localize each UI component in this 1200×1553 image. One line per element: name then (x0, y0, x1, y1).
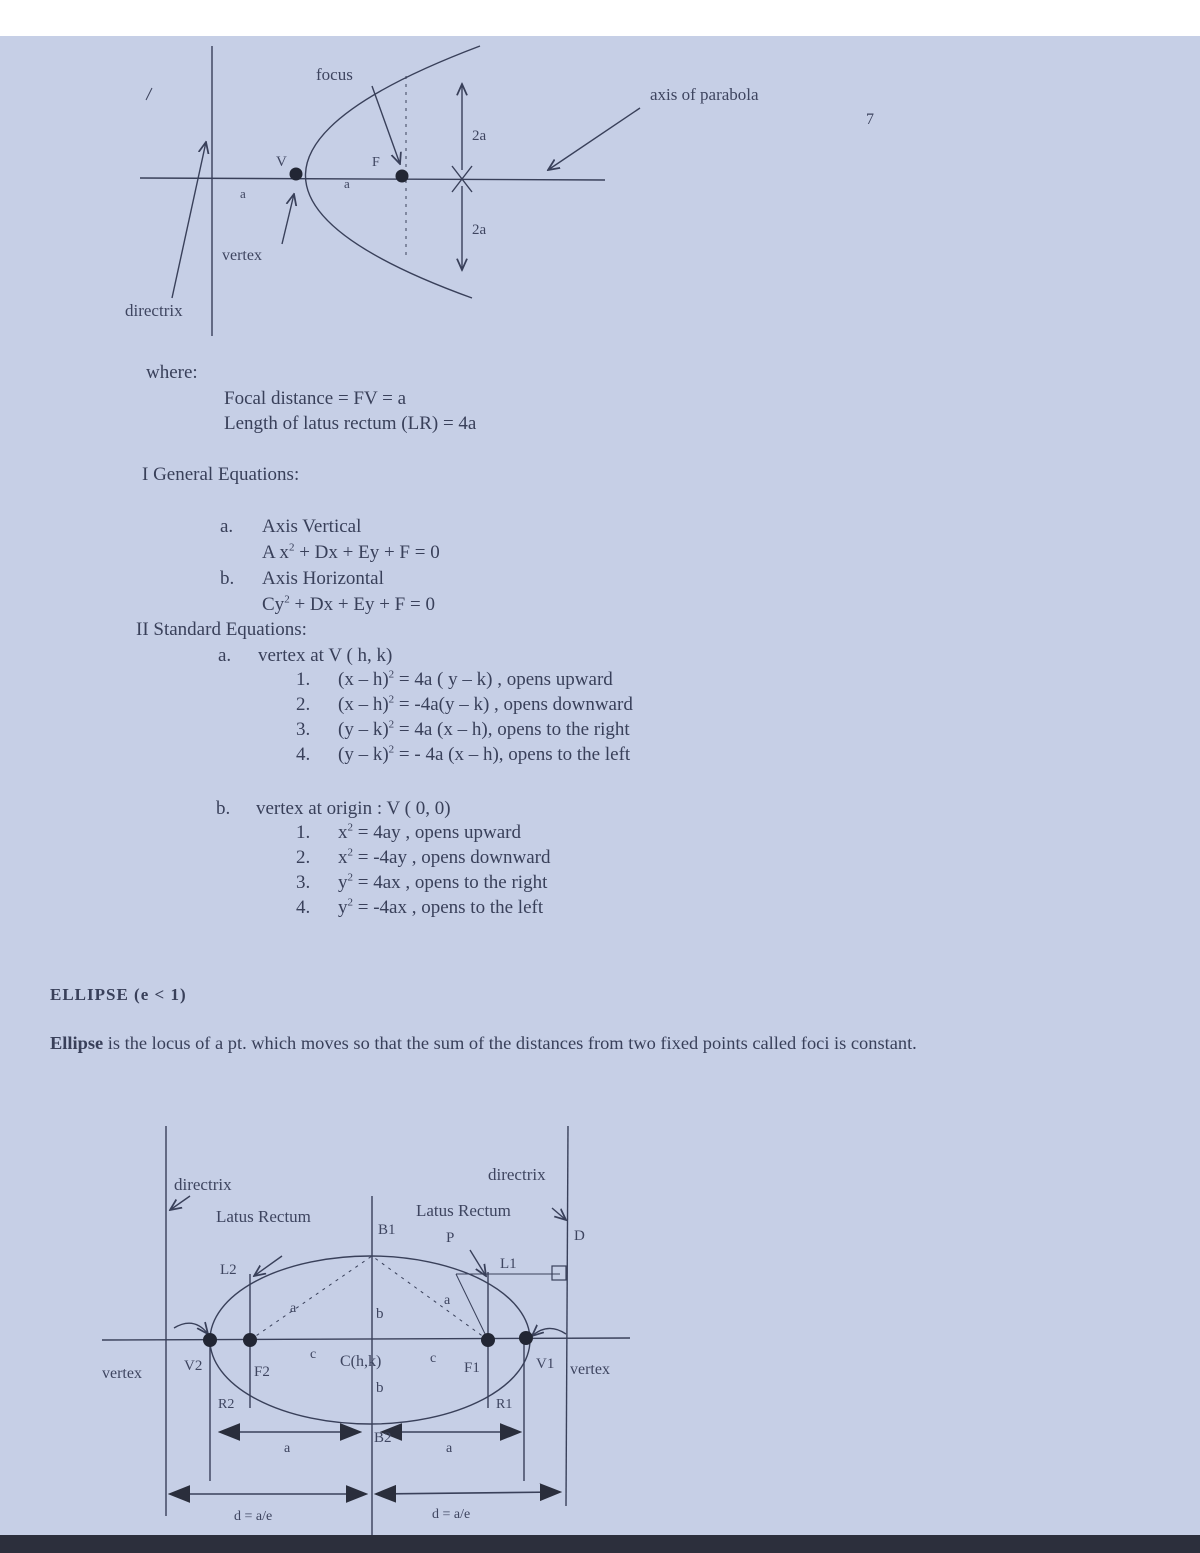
vertex-pointer (282, 194, 294, 244)
general-b-title: Axis Horizontal (262, 568, 384, 589)
focus-f-label: F (372, 155, 380, 170)
vertex-label: vertex (222, 247, 262, 264)
vertex-v-label: V (276, 154, 287, 170)
right-latus-rectum-label: Latus Rectum (416, 1201, 511, 1220)
l2-label: L2 (220, 1262, 237, 1278)
item-number: 1. (296, 669, 311, 690)
d-dimension-right (376, 1492, 560, 1494)
vertex-point (290, 168, 303, 181)
item-exponent: 2 (347, 821, 353, 834)
item-lhs: (x – h) (338, 669, 389, 690)
directrix-pointer (172, 142, 206, 298)
top-margin (0, 0, 1200, 36)
v1-label: V1 (536, 1356, 555, 1372)
a-dimension-right-label: a (446, 1441, 453, 1456)
c-right-label: c (430, 1351, 437, 1366)
standard-b-item-1 (296, 822, 521, 844)
document-page (0, 36, 1200, 1535)
right-angle-mark (552, 1266, 566, 1280)
focal-radius-p (456, 1274, 488, 1340)
focal-radius-right (372, 1256, 488, 1340)
general-a-eq-part2: + Dx + Ey + F = 0 (294, 542, 440, 563)
d-label: D (574, 1228, 585, 1244)
standard-b-marker: b. (216, 798, 231, 819)
standard-a-title: vertex at V ( h, k) (258, 645, 393, 666)
r2-label: R2 (218, 1397, 235, 1412)
standard-equations-heading: II Standard Equations: (136, 619, 307, 640)
p-label: P (446, 1230, 455, 1246)
center-label: C(h,k) (340, 1353, 382, 1370)
f2-point (243, 1333, 257, 1347)
item-lhs: (y – k) (338, 744, 389, 765)
right-directrix-label: directrix (488, 1165, 546, 1184)
general-b-eq-part2: + Dx + Ey + F = 0 (289, 594, 435, 615)
axis-label: axis of parabola (650, 85, 759, 104)
directrix-label: directrix (125, 301, 183, 320)
left-directrix-pointer (170, 1196, 190, 1210)
b-upper-label: b (376, 1306, 384, 1322)
standard-b-item-2 (296, 847, 551, 869)
item-rhs: = 4ax , opens to the right (353, 872, 548, 893)
right-vertex-label: vertex (570, 1361, 610, 1378)
ellipse-diagram (0, 1096, 1200, 1536)
focal-radius-left (250, 1256, 372, 1340)
item-number: 3. (296, 719, 311, 740)
general-b-equation (262, 594, 435, 616)
item-rhs: = -4ay , opens downward (353, 847, 551, 868)
item-exponent: 2 (347, 871, 353, 884)
parabola-axis-line (140, 178, 605, 180)
latus-rectum-length-text: Length of latus rectum (LR) = 4a (224, 413, 477, 434)
left-latus-pointer (254, 1256, 282, 1276)
item-rhs: = 4ay , opens upward (353, 822, 521, 843)
parabola-diagram (0, 36, 1200, 356)
b2-label: B2 (374, 1430, 392, 1446)
a-dimension-left-label: a (284, 1441, 291, 1456)
standard-b-item-4 (296, 897, 543, 919)
left-vertex-pointer (174, 1323, 208, 1334)
c-left-label: c (310, 1347, 317, 1362)
general-a-equation (262, 542, 440, 564)
f1-point (481, 1333, 495, 1347)
b-lower-label: b (376, 1380, 384, 1396)
right-latus-pointer (470, 1250, 486, 1276)
item-number: 1. (296, 822, 311, 843)
item-number: 2. (296, 694, 311, 715)
v1-point (519, 1331, 533, 1345)
page-number-mark: 7 (866, 111, 874, 128)
item-rhs: = 4a (x – h), opens to the right (394, 719, 630, 740)
general-a-title: Axis Vertical (262, 516, 362, 537)
two-a-bottom-label: 2a (472, 222, 487, 238)
standard-b-item-3 (296, 872, 547, 894)
ellipse-definition (50, 1032, 917, 1054)
item-rhs: = -4a(y – k) , opens downward (394, 694, 633, 715)
standard-a-marker: a. (218, 645, 232, 666)
d-dimension-right-label: d = a/e (432, 1507, 471, 1522)
standard-a-item-3 (296, 719, 630, 741)
item-rhs: = -4ax , opens to the left (353, 897, 544, 918)
left-vertex-label: vertex (102, 1365, 142, 1382)
directrix-a-label: a (240, 186, 246, 201)
where-label: where: (146, 362, 198, 383)
d-dimension-left-label: d = a/e (234, 1509, 273, 1524)
bottom-edge (0, 1535, 1200, 1553)
f1-label: F1 (464, 1360, 480, 1376)
ellipse-definition-rest: is the locus of a pt. which moves so that the sum of the distances from two fixed points called foci is constant. (103, 1033, 917, 1053)
left-latus-rectum-label: Latus Rectum (216, 1207, 311, 1226)
focal-a-label: a (344, 176, 350, 191)
general-b-eq-part1: Cy (262, 594, 285, 615)
right-directrix-pointer (552, 1208, 566, 1220)
a-right-label: a (444, 1293, 451, 1308)
item-lhs: y (338, 872, 348, 893)
major-axis-line (102, 1338, 630, 1340)
focus-point (396, 170, 409, 183)
axis-pointer (548, 108, 640, 170)
l1-label: L1 (500, 1256, 517, 1272)
item-exponent: 2 (388, 668, 395, 681)
a-left-label: a (290, 1301, 297, 1316)
item-lhs: x (338, 847, 348, 868)
ellipse-definition-lead: Ellipse (50, 1033, 104, 1053)
standard-a-item-2 (296, 694, 633, 716)
item-number: 3. (296, 872, 311, 893)
f2-label: F2 (254, 1364, 270, 1380)
item-number: 4. (296, 897, 311, 918)
item-lhs: y (338, 897, 348, 918)
focal-distance-text: Focal distance = FV = a (224, 388, 407, 409)
item-lhs: (x – h) (338, 694, 389, 715)
focus-pointer (372, 86, 400, 164)
item-rhs: = - 4a (x – h), opens to the left (394, 744, 631, 765)
v2-label: V2 (184, 1358, 203, 1374)
item-exponent: 2 (347, 846, 353, 859)
item-exponent: 2 (388, 718, 395, 731)
general-equations-heading: I General Equations: (142, 464, 300, 485)
focus-label: focus (316, 65, 353, 84)
item-lhs: x (338, 822, 348, 843)
item-exponent: 2 (388, 693, 395, 706)
right-directrix-line (566, 1126, 568, 1506)
two-a-top-label: 2a (472, 128, 487, 144)
stray-stroke (146, 88, 152, 100)
right-vertex-pointer (532, 1328, 566, 1336)
general-a-eq-exponent: 2 (288, 541, 295, 554)
ellipse-heading: ELLIPSE (e < 1) (50, 985, 187, 1004)
v2-point (203, 1333, 217, 1347)
r1-label: R1 (496, 1397, 513, 1412)
item-lhs: (y – k) (338, 719, 389, 740)
item-rhs: = 4a ( y – k) , opens upward (394, 669, 613, 690)
item-number: 4. (296, 744, 311, 765)
item-number: 2. (296, 847, 311, 868)
standard-a-item-1 (296, 669, 613, 691)
general-b-eq-exponent: 2 (284, 593, 290, 606)
general-a-eq-part1: A x (262, 542, 289, 563)
left-directrix-label: directrix (174, 1175, 232, 1194)
standard-b-title: vertex at origin : V ( 0, 0) (256, 798, 451, 819)
standard-a-item-4 (296, 744, 630, 766)
item-exponent: 2 (347, 896, 353, 909)
b1-label: B1 (378, 1222, 396, 1238)
general-a-marker: a. (220, 516, 234, 537)
item-exponent: 2 (388, 743, 395, 756)
general-b-marker: b. (220, 568, 235, 589)
